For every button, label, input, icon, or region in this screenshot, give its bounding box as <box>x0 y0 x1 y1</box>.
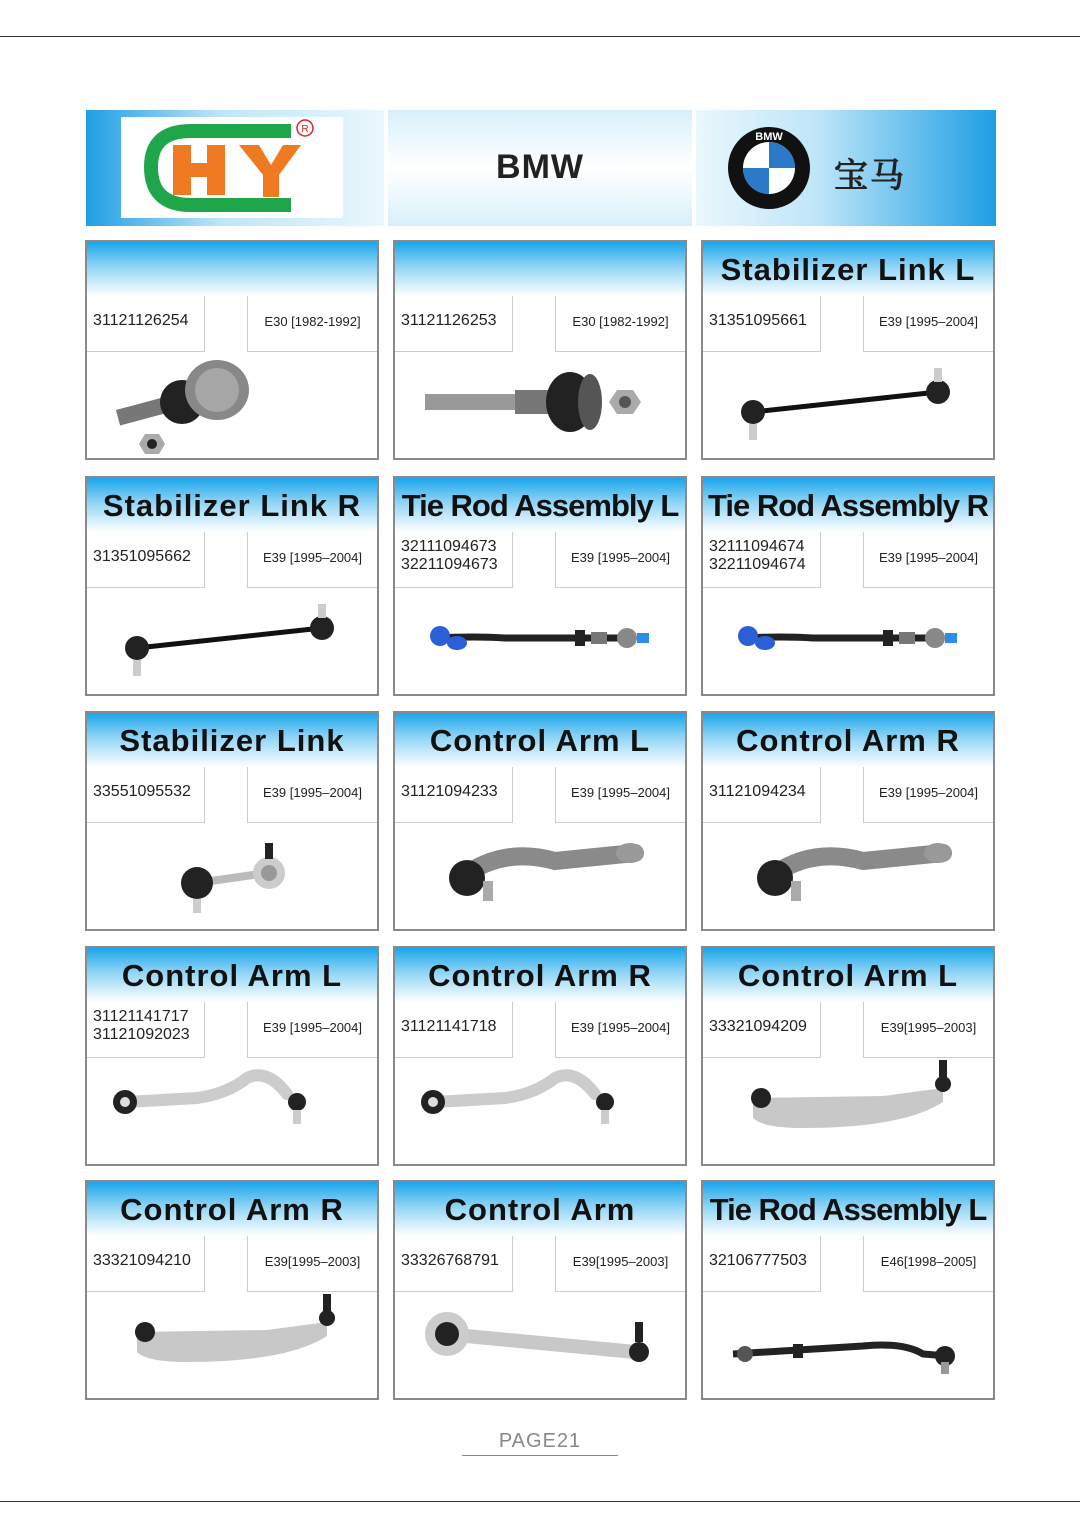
part-card <box>393 711 687 931</box>
part-title: Stabilizer Link R <box>87 478 377 532</box>
model-years: E39 [1995–2004] <box>247 1002 377 1058</box>
control-arm-ball-image <box>703 823 993 929</box>
tie-rod-image <box>703 588 993 694</box>
catalog-header <box>86 110 996 226</box>
svg-text:R: R <box>301 124 309 135</box>
part-title: Control Arm L <box>395 713 685 767</box>
control-arm-rear-image <box>703 1058 993 1164</box>
part-number: 31121126254 <box>87 296 205 352</box>
page-number: PAGE21 <box>462 1430 618 1456</box>
part-card <box>393 946 687 1166</box>
part-title: Control Arm L <box>87 948 377 1002</box>
part-card <box>85 711 379 931</box>
tie-rod-dark-image <box>703 1292 993 1398</box>
part-title: Control Arm L <box>703 948 993 1002</box>
svg-text:BMW: BMW <box>755 131 783 143</box>
stabilizer-link-image <box>703 352 993 458</box>
part-number: 31121141718 <box>395 1002 513 1058</box>
bmw-roundel-icon <box>727 126 811 210</box>
part-title: Control Arm R <box>87 1182 377 1236</box>
model-years: E39[1995–2003] <box>555 1236 685 1292</box>
part-title: Control Arm R <box>395 948 685 1002</box>
model-years: E39 [1995–2004] <box>863 767 993 823</box>
brand-name: BMW <box>496 148 584 186</box>
control-arm-curved-image <box>87 1058 377 1164</box>
part-card <box>701 1180 995 1400</box>
part-title: Stabilizer Link <box>87 713 377 767</box>
part-number: 32106777503 <box>703 1236 821 1292</box>
model-years: E39 [1995–2004] <box>247 532 377 588</box>
part-number: 33321094210 <box>87 1236 205 1292</box>
part-number: 33326768791 <box>395 1236 513 1292</box>
company-logo <box>121 117 343 218</box>
bmw-cell <box>696 110 996 226</box>
part-card <box>85 946 379 1166</box>
part-number: 31121141717 31121092023 <box>87 1002 205 1058</box>
part-title <box>395 242 685 296</box>
part-title: Tie Rod Assembly L <box>703 1182 993 1236</box>
part-title: Tie Rod Assembly L <box>395 478 685 532</box>
ball-joint-long-image <box>395 352 685 458</box>
control-arm-rear-image <box>87 1292 377 1398</box>
part-card <box>701 946 995 1166</box>
model-years: E39 [1995–2004] <box>555 767 685 823</box>
part-number: 31121094233 <box>395 767 513 823</box>
model-years: E30 [1982-1992] <box>555 296 685 352</box>
part-card <box>393 476 687 696</box>
model-years: E30 [1982-1992] <box>247 296 377 352</box>
model-years: E39 [1995–2004] <box>555 532 685 588</box>
part-card <box>85 240 379 460</box>
logo-cell <box>86 110 384 226</box>
part-number: 32111094674 32211094674 <box>703 532 821 588</box>
part-card <box>85 476 379 696</box>
part-title <box>87 242 377 296</box>
model-years: E46[1998–2005] <box>863 1236 993 1292</box>
model-years: E39 [1995–2004] <box>555 1002 685 1058</box>
part-number: 31351095662 <box>87 532 205 588</box>
control-arm-straight-image <box>395 1292 685 1398</box>
model-years: E39 [1995–2004] <box>863 296 993 352</box>
part-title: Tie Rod Assembly R <box>703 478 993 532</box>
model-years: E39 [1995–2004] <box>863 532 993 588</box>
control-arm-ball-image <box>395 823 685 929</box>
part-title: Control Arm R <box>703 713 993 767</box>
part-number: 33551095532 <box>87 767 205 823</box>
part-number: 32111094673 32211094673 <box>395 532 513 588</box>
part-card <box>393 1180 687 1400</box>
brand-name-chinese: 宝马 <box>834 157 906 195</box>
part-card <box>393 240 687 460</box>
part-card <box>701 711 995 931</box>
ball-joint-image <box>87 352 377 458</box>
part-title: Control Arm <box>395 1182 685 1236</box>
tie-rod-image <box>395 588 685 694</box>
short-link-image <box>87 823 377 929</box>
stabilizer-link-image <box>87 588 377 694</box>
model-years: E39[1995–2003] <box>863 1002 993 1058</box>
model-years: E39[1995–2003] <box>247 1236 377 1292</box>
part-number: 33321094209 <box>703 1002 821 1058</box>
part-title: Stabilizer Link L <box>703 242 993 296</box>
part-number: 31351095661 <box>703 296 821 352</box>
model-years: E39 [1995–2004] <box>247 767 377 823</box>
part-card <box>85 1180 379 1400</box>
part-card <box>701 240 995 460</box>
part-number: 31121126253 <box>395 296 513 352</box>
part-card <box>701 476 995 696</box>
brand-cell <box>388 110 692 226</box>
part-number: 31121094234 <box>703 767 821 823</box>
control-arm-curved-image <box>395 1058 685 1164</box>
